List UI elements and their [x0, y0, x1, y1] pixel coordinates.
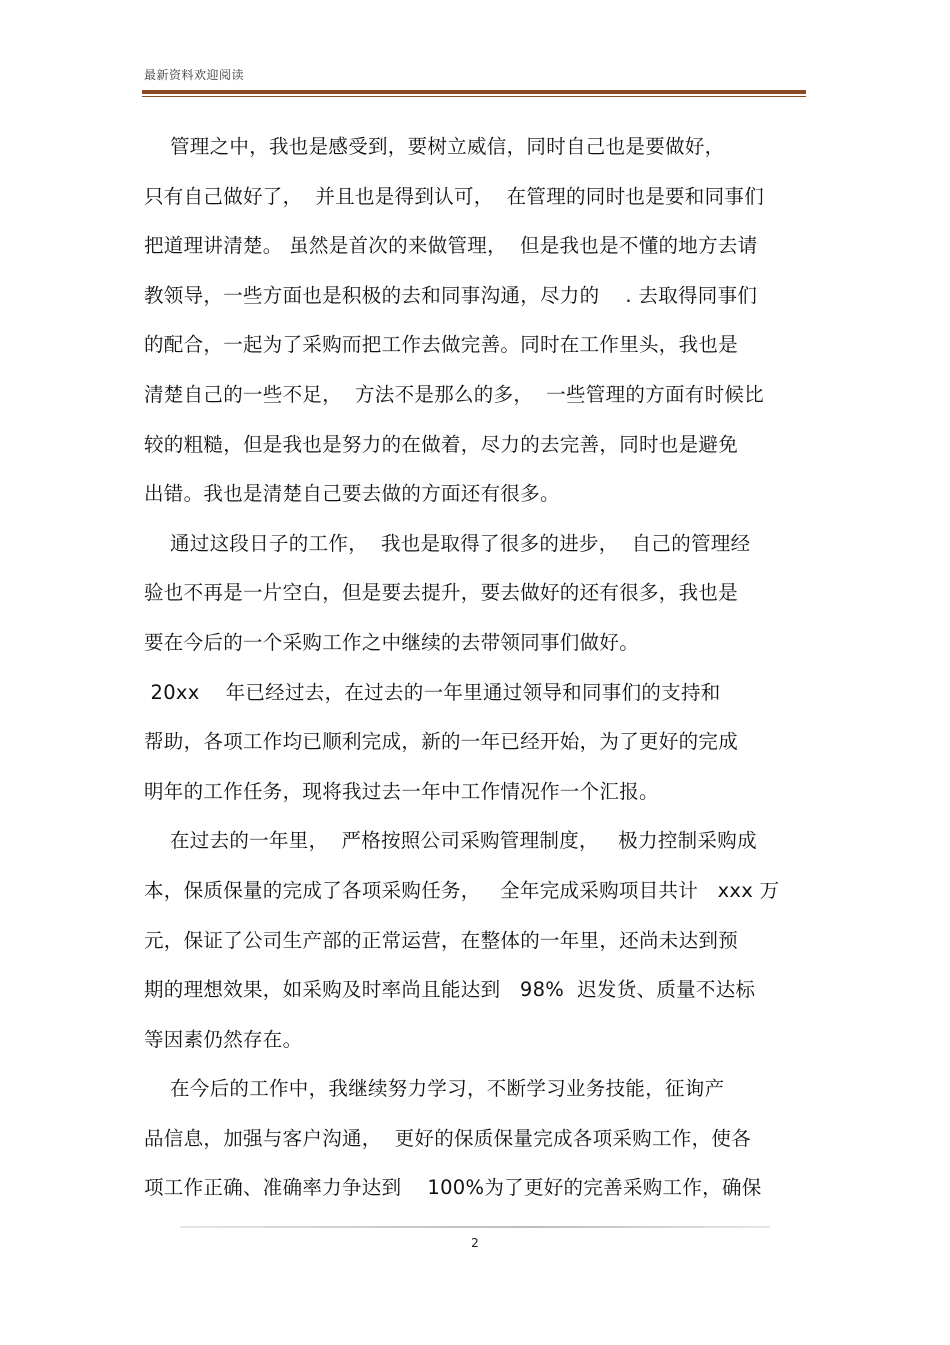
page-header-title: 最新资料欢迎阅读	[144, 68, 245, 82]
text-line: 项工作正确、准确率力争达到 100%为了更好的完善采购工作，确保	[144, 1176, 762, 1200]
text-line: 出错。我也是清楚自己要去做的方面还有很多。	[144, 482, 560, 506]
header-rule-thin	[142, 96, 806, 97]
paragraph	[144, 816, 809, 1064]
paragraph	[144, 122, 809, 519]
text-line: 期的理想效果，如采购及时率尚且能达到 98% 迟发货、质量不达标	[144, 978, 756, 1002]
document-body	[144, 122, 809, 1213]
text-line: 的配合，一起为了采购而把工作去做完善。同时在工作里头，我也是	[144, 333, 739, 357]
text-line: 本，保质保量的完成了各项采购任务， 全年完成采购项目共计 xxx 万	[144, 878, 780, 902]
text-line: 清楚自己的一些不足， 方法不是那么的多， 一些管理的方面有时候比	[144, 382, 764, 406]
footer-rule	[180, 1226, 770, 1228]
text-line: 明年的工作任务，现将我过去一年中工作情况作一个汇报。	[144, 779, 659, 803]
text-line: 在今后的工作中，我继续努力学习，不断学习业务技能，征询产	[144, 1077, 725, 1101]
text-line: 等因素仍然存在。	[144, 1027, 303, 1051]
header-rule-thick	[142, 90, 806, 94]
paragraph	[144, 1064, 809, 1213]
text-line: 元，保证了公司生产部的正常运营，在整体的一年里，还尚未达到预	[144, 928, 739, 952]
text-line: 通过这段日子的工作， 我也是取得了很多的进步， 自己的管理经	[144, 531, 751, 555]
text-line: 只有自己做好了， 并且也是得到认可， 在管理的同时也是要和同事们	[144, 184, 764, 208]
text-line: 教领导，一些方面也是积极的去和同事沟通，尽力的 . 去取得同事们	[144, 283, 758, 307]
paragraph	[144, 519, 809, 668]
text-line: 把道理讲清楚。 虽然是首次的来做管理， 但是我也是不懂的地方去请	[144, 234, 758, 258]
paragraph	[144, 668, 809, 817]
text-line: 要在今后的一个采购工作之中继续的去带领同事们做好。	[144, 630, 640, 654]
text-line: 验也不再是一片空白，但是要去提升，要去做好的还有很多，我也是	[144, 581, 739, 605]
text-line: 在过去的一年里， 严格按照公司采购管理制度， 极力控制采购成	[144, 829, 757, 853]
text-line: 品信息，加强与客户沟通， 更好的保质保量完成各项采购工作，使各	[144, 1126, 751, 1150]
text-line: 较的粗糙，但是我也是努力的在做着，尽力的去完善，同时也是避免	[144, 432, 739, 456]
text-line: 管理之中，我也是感受到，要树立威信，同时自己也是要做好，	[144, 135, 725, 158]
page-number: 2	[471, 1236, 479, 1250]
text-line: 帮助，各项工作均已顺利完成，新的一年已经开始，为了更好的完成	[144, 730, 739, 754]
text-line: 20xx 年已经过去，在过去的一年里通过领导和同事们的支持和	[144, 680, 721, 704]
